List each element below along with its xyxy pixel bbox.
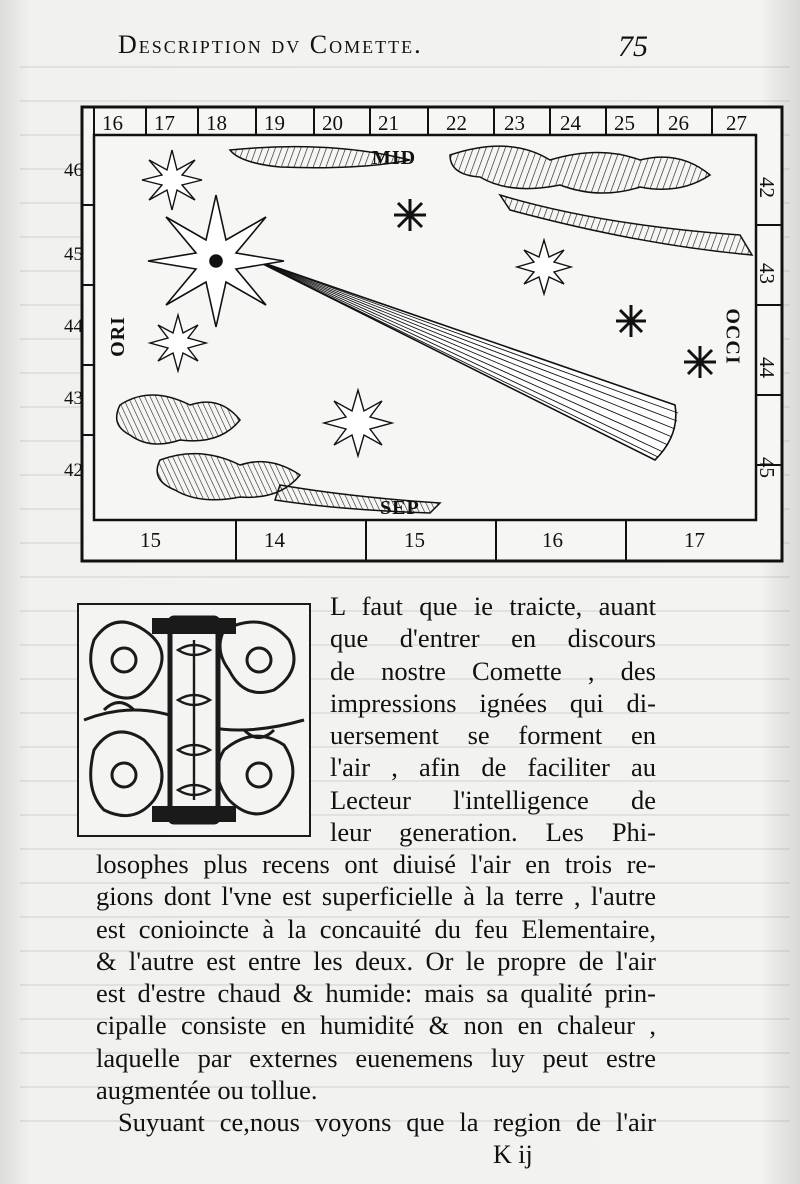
text-line: de nostre Comette , des <box>330 655 656 686</box>
floral-initial-artwork <box>74 600 314 840</box>
right-scale-label: 45 <box>755 457 779 478</box>
left-scale-label: 42 <box>64 460 83 481</box>
top-scale-label: 23 <box>504 111 525 135</box>
bottom-scale-label: 16 <box>542 528 563 552</box>
paragraph-2-first-line: Suyuant ce,nous voyons que la region de l'air <box>118 1107 656 1138</box>
bottom-scale-label: 14 <box>264 528 285 552</box>
direction-label-north: MID <box>372 147 417 169</box>
text-line: laquelle par externes euenemens luy peut estre <box>96 1042 656 1073</box>
paragraph-1-continuation <box>96 848 656 1139</box>
direction-label-east: ORI <box>106 316 129 357</box>
top-scale-label: 17 <box>154 111 175 135</box>
right-scale-label: 42 <box>755 177 779 198</box>
text-line: est d'estre chaud & humide: mais sa qualité prin- <box>96 978 656 1009</box>
text-line: l'air , afin de faciliter au <box>330 752 656 783</box>
text-line: est conioincte à la concauité du feu Elementaire, <box>96 913 656 944</box>
direction-label-south: SEP <box>380 497 420 519</box>
signature-mark: K ij <box>493 1140 533 1169</box>
text-line: Lecteur l'intelligence de <box>330 784 656 815</box>
decorated-initial <box>74 600 314 840</box>
top-scale-label: 24 <box>560 111 581 135</box>
text-line: L faut que ie traicte, auant <box>330 591 656 621</box>
page-number: 75 <box>618 30 648 63</box>
running-head: Description dv Comette. <box>118 30 423 59</box>
text-line: impressions ignées qui di- <box>330 687 656 718</box>
left-scale-label: 45 <box>64 244 83 265</box>
text-line: gions dont l'vne est superficielle à la terre , l'autre <box>96 881 656 912</box>
direction-label-west: OCCI <box>721 308 744 365</box>
text-line: uersement se forment en <box>330 720 656 751</box>
top-scale-label: 21 <box>378 111 399 135</box>
top-scale-label: 25 <box>614 111 635 135</box>
comet-woodcut <box>64 105 784 565</box>
left-scale-label: 44 <box>64 316 83 337</box>
text-line: losophes plus recens ont diuisé l'air en trois re- <box>96 849 656 879</box>
text-line: leur generation. Les Phi- <box>330 817 656 848</box>
top-scale-label: 16 <box>102 111 123 135</box>
bottom-scale-label: 17 <box>684 528 705 552</box>
text-line: que d'entrer en discours <box>330 623 656 654</box>
top-scale-label: 19 <box>264 111 285 135</box>
paragraph-1-beside-initial <box>330 590 656 848</box>
top-scale-label: 26 <box>668 111 689 135</box>
top-scale-label: 18 <box>206 111 227 135</box>
left-scale-label: 43 <box>64 388 83 409</box>
top-scale-label: 20 <box>322 111 343 135</box>
right-scale-label: 44 <box>755 357 779 378</box>
text-line: & l'autre est entre les deux. Or le propre de l'air <box>96 945 656 976</box>
top-scale-label: 22 <box>446 111 467 135</box>
top-scale-label: 27 <box>726 111 747 135</box>
woodcut-drawing <box>80 105 784 565</box>
left-scale-label: 46 <box>64 160 83 181</box>
text-line: augmentée ou tollue. <box>96 1075 318 1106</box>
bottom-scale-label: 15 <box>140 528 161 552</box>
bottom-scale-label: 15 <box>404 528 425 552</box>
text-line: cipalle consiste en humidité & non en chaleur , <box>96 1010 656 1041</box>
right-scale-label: 43 <box>755 263 779 284</box>
